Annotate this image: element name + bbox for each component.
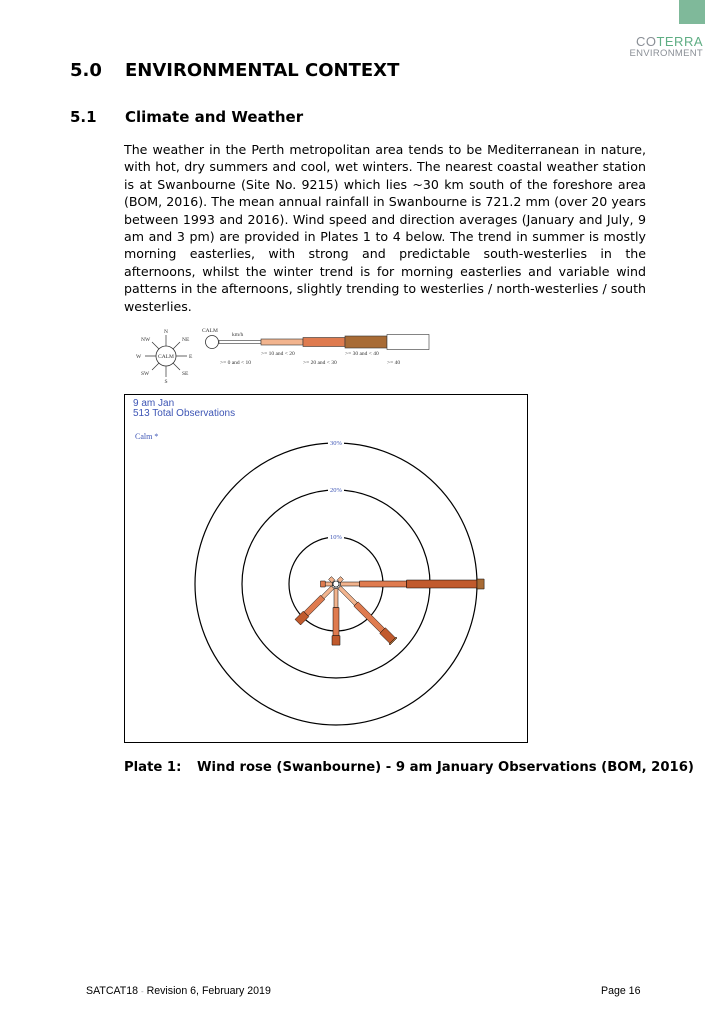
rose-bar-s-seg-2 [333, 608, 339, 636]
ring-label-20: 20% [330, 487, 342, 494]
legend-bin-2 [303, 338, 345, 347]
rose-bar-w-seg-1 [325, 582, 332, 586]
wind-legend-graphic [136, 324, 436, 384]
logo-text-terra: TERRA [656, 34, 703, 49]
rose-bar-se-seg-1 [338, 586, 358, 606]
subsection-heading [70, 108, 303, 126]
legend-calm-circle [206, 336, 219, 349]
footer-page: Page 16 [601, 985, 641, 997]
compass-nw: NW [141, 337, 151, 343]
wind-legend [136, 324, 436, 384]
wind-rose-plot [125, 395, 527, 742]
logo-text-co: CO [635, 34, 657, 49]
wind-rose-chart [124, 394, 528, 743]
legend-bin-label-1: >= 10 and < 20 [261, 351, 295, 357]
section-number: 5.0 [70, 60, 102, 81]
footer-separator: - [140, 987, 144, 996]
subsection-title: Climate and Weather [125, 108, 304, 126]
plate-caption [124, 760, 694, 775]
rose-bar-sw-seg-2 [304, 595, 325, 616]
footer-left [86, 985, 271, 997]
subsection-number: 5.1 [70, 108, 97, 126]
chart-calm-label: Calm * [135, 432, 159, 441]
rose-bar-s-seg-1 [334, 589, 338, 608]
chart-subtitle: 513 Total Observations [133, 408, 236, 419]
page-tab-accent [679, 0, 705, 24]
company-logo [630, 35, 704, 59]
rose-bar-e-seg-2 [360, 581, 407, 587]
legend-calm-label: CALM [202, 328, 218, 334]
legend-bin-label-0: >= 0 and < 10 [220, 360, 251, 366]
rose-bar-sw-seg-1 [321, 586, 334, 599]
rose-bar-e-seg-1 [341, 582, 360, 586]
legend-bin-1 [261, 339, 303, 345]
rose-bar-e-seg-3 [407, 580, 478, 588]
legend-bin-0 [219, 341, 261, 344]
rose-bar-w-seg-2 [321, 581, 326, 587]
compass-icon [136, 329, 193, 384]
legend-unit: km/h [232, 332, 244, 338]
ring-label-30: 30% [330, 440, 342, 447]
footer-doc-id: SATCAT18 [86, 985, 139, 997]
compass-n: N [164, 329, 168, 335]
caption-text: Wind rose (Swanbourne) - 9 am January Observations (BOM, 2016) [197, 760, 694, 775]
logo-subtext: ENVIRONMENT [629, 48, 703, 59]
compass-s: S [164, 379, 168, 384]
rose-bar-e-seg-4 [477, 579, 484, 589]
section-title: ENVIRONMENTAL CONTEXT [125, 60, 400, 81]
legend-bin-4 [387, 335, 429, 350]
body-paragraph: The weather in the Perth metropolitan area tends to be Mediterranean in nature, with hot, dry summers and cool, wet winters. The nearest coastal weather station is at Swanbourne (Site No. 9215) which lies ~30 km south of the foreshore area (BOM, 2016). The mean annual rainfall in Swanbourne is 721.2 mm (over 20 years between 1993 and 2016). Wind speed and direction averages (January and July, 9 am and 3 pm) are provided in Plates 1 to 4 below. The trend in summer is mostly morning easterlies, with strong and predictable south-westerlies in the afternoons, whilst the winter trend is for morning easterlies and variable wind patterns in the afternoons, slightly trending to westerlies / north-westerlies / south westerlies. [124, 142, 646, 314]
legend-bin-label-3: >= 30 and < 40 [345, 351, 379, 357]
compass-w: W [136, 354, 142, 360]
compass-sw: SW [141, 371, 150, 377]
caption-label: Plate 1: [124, 760, 182, 775]
rose-center [333, 581, 339, 587]
rose-bar-s-seg-3 [332, 636, 340, 645]
compass-e: E [189, 354, 193, 360]
rose-bar-se-seg-2 [354, 602, 385, 633]
ring-label-10: 10% [330, 534, 342, 541]
legend-bin-label-4: >= 40 [387, 360, 401, 366]
legend-bin-3 [345, 336, 387, 348]
section-heading [70, 60, 399, 81]
compass-calm-label: CALM [158, 354, 174, 360]
legend-bin-label-2: >= 20 and < 30 [303, 360, 337, 366]
chart-title: 9 am Jan [133, 398, 175, 409]
compass-se: SE [182, 371, 189, 377]
compass-ne: NE [182, 337, 190, 343]
footer-revision: Revision 6, February 2019 [146, 985, 271, 997]
